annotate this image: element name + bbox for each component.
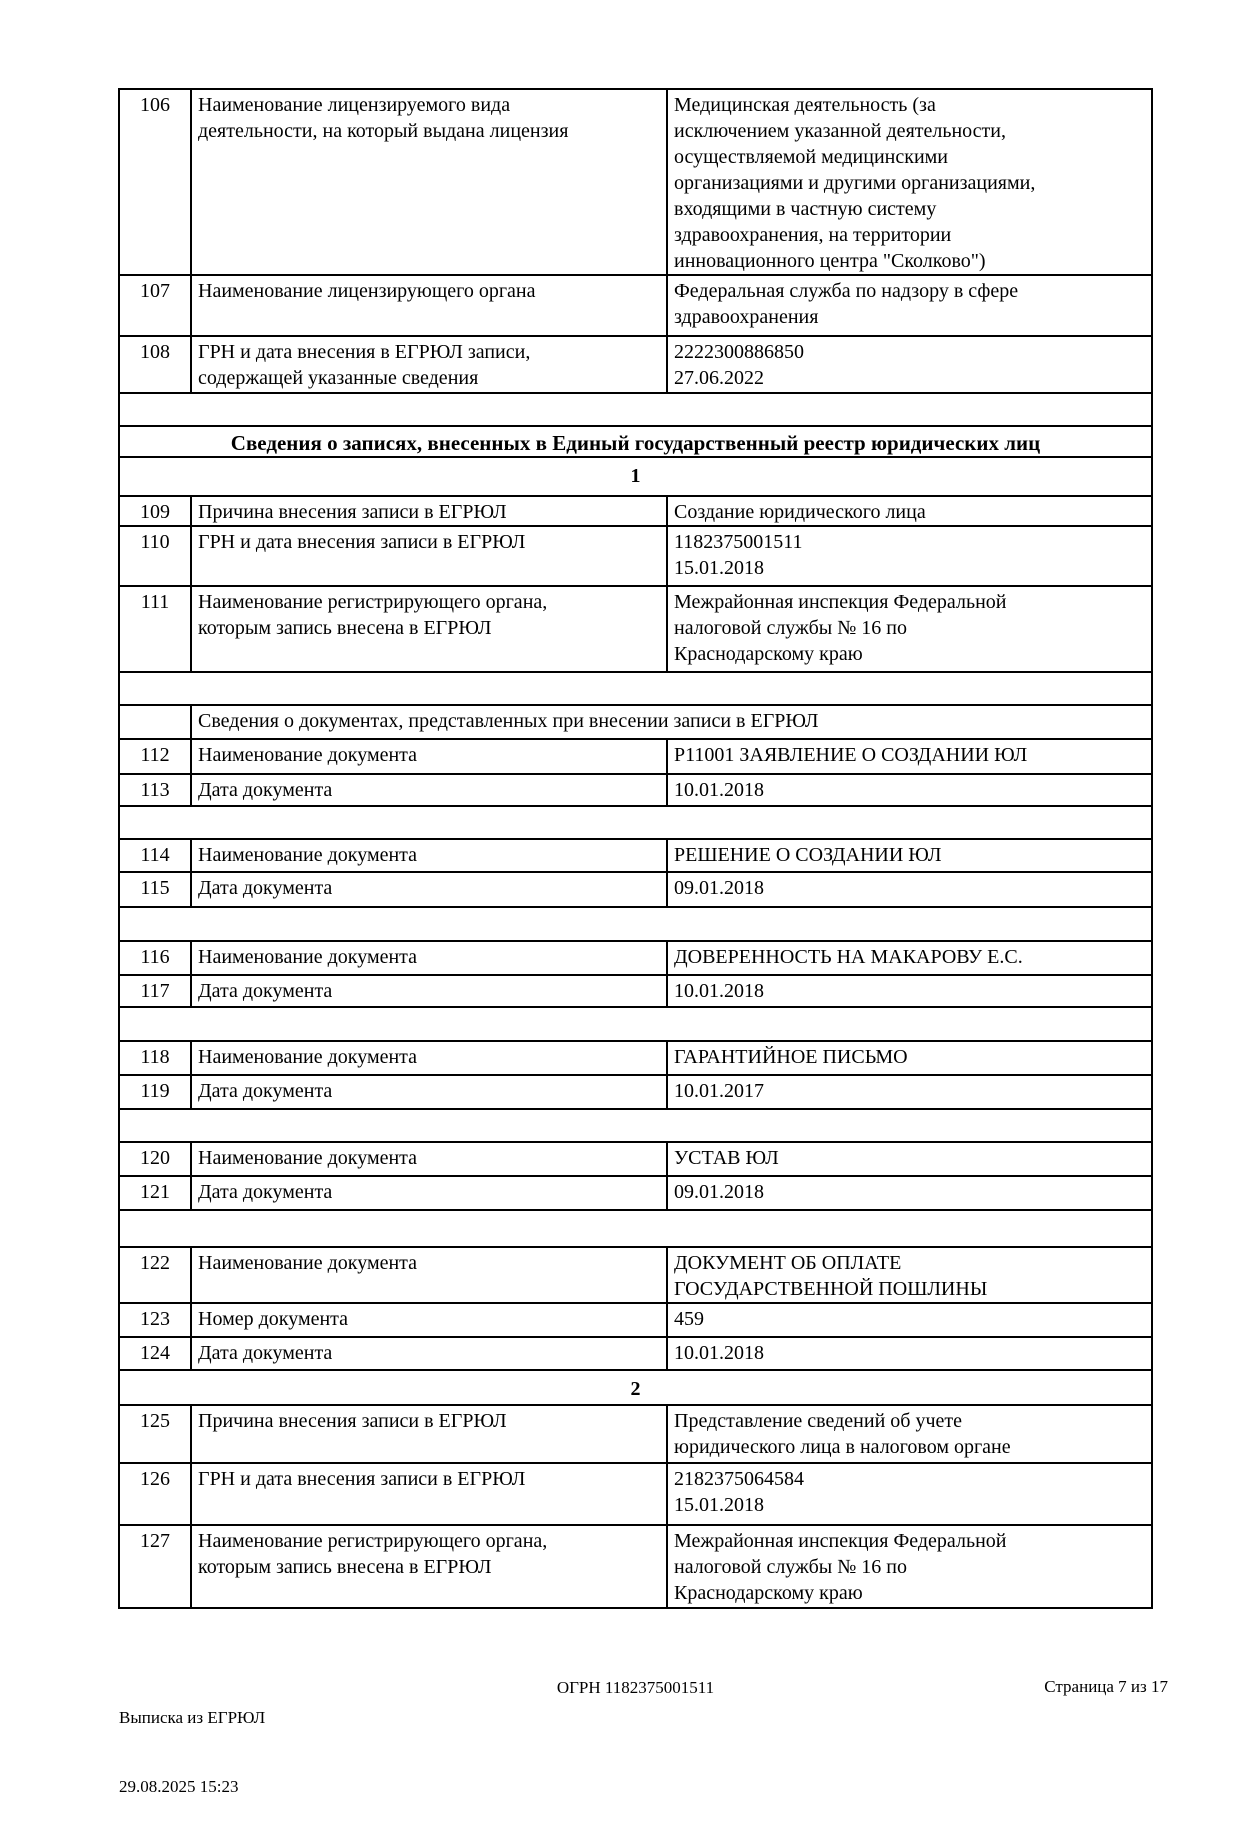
row-label: Дата документа [191,1075,667,1109]
row-value: Представление сведений об учете юридического лица в налоговом органе [667,1405,1152,1463]
row-number: 124 [119,1337,191,1370]
row-label: Наименование регистрирующего органа, которым запись внесена в ЕГРЮЛ [191,1525,667,1608]
row-number: 106 [119,89,191,275]
spacer-row [119,806,1152,839]
row-label: Дата документа [191,975,667,1007]
group-number: 2 [119,1370,1152,1405]
row-value: Межрайонная инспекция Федеральной налоговой службы № 16 по Краснодарскому краю [667,586,1152,672]
row-value: 2182375064584 15.01.2018 [667,1463,1152,1525]
row-label: Наименование документа [191,1142,667,1176]
table-row [119,1303,1152,1337]
spacer-row [119,1109,1152,1142]
row-label: Причина внесения записи в ЕГРЮЛ [191,1405,667,1463]
row-label: ГРН и дата внесения записи в ЕГРЮЛ [191,1463,667,1525]
row-value: Медицинская деятельность (за исключением указанной деятельности, осуществляемой медицинскими организациями и другими организациями, входящими в частную систему здравоохранения, на территории инновационного центра "Сколково") [667,89,1152,275]
row-value: РЕШЕНИЕ О СОЗДАНИИ ЮЛ [667,839,1152,872]
row-number: 109 [119,496,191,526]
empty-number-cell [119,705,191,739]
table-row [119,526,1152,586]
table-row [119,1337,1152,1370]
table-row [119,336,1152,393]
row-number: 126 [119,1463,191,1525]
row-value: Межрайонная инспекция Федеральной налоговой службы № 16 по Краснодарскому краю [667,1525,1152,1608]
row-value: УСТАВ ЮЛ [667,1142,1152,1176]
row-value: 10.01.2018 [667,774,1152,806]
footer-ogrn: ОГРН 1182375001511 [556,1678,715,1697]
row-label: Наименование лицензируемого вида деятельности, на который выдана лицензия [191,89,667,275]
footer-doc-title: Выписка из ЕГРЮЛ [119,1708,266,1727]
row-label: Наименование документа [191,839,667,872]
row-number: 108 [119,336,191,393]
row-number: 117 [119,975,191,1007]
spacer-row [119,907,1152,941]
table-row [119,1075,1152,1109]
row-label: Дата документа [191,872,667,907]
row-label: Наименование документа [191,941,667,975]
table-row [119,739,1152,774]
spacer-row [119,393,1152,426]
row-value: 1182375001511 15.01.2018 [667,526,1152,586]
row-number: 114 [119,839,191,872]
table-row [119,1041,1152,1075]
row-number: 121 [119,1176,191,1210]
footer-page-number: Страница 7 из 17 [1044,1677,1168,1696]
row-label: Наименование документа [191,1041,667,1075]
row-value: 09.01.2018 [667,1176,1152,1210]
row-number: 127 [119,1525,191,1608]
row-label: ГРН и дата внесения записи в ЕГРЮЛ [191,526,667,586]
row-label: Дата документа [191,1176,667,1210]
row-label: Наименование документа [191,1247,667,1303]
row-value: Создание юридического лица [667,496,1152,526]
row-number: 110 [119,526,191,586]
row-number: 115 [119,872,191,907]
spacer-row [119,672,1152,705]
table-row [119,872,1152,907]
row-number: 118 [119,1041,191,1075]
table-row [119,1405,1152,1463]
row-value: ДОВЕРЕННОСТЬ НА МАКАРОВУ Е.С. [667,941,1152,975]
table-row [119,1463,1152,1525]
spacer-cell [119,393,1152,426]
row-value: ДОКУМЕНТ ОБ ОПЛАТЕ ГОСУДАРСТВЕННОЙ ПОШЛИНЫ [667,1247,1152,1303]
row-label: ГРН и дата внесения в ЕГРЮЛ записи, содержащей указанные сведения [191,336,667,393]
spacer-row [119,1007,1152,1041]
table-row [119,774,1152,806]
table-row [119,1247,1152,1303]
spacer-cell [119,806,1152,839]
row-number: 120 [119,1142,191,1176]
row-label: Причина внесения записи в ЕГРЮЛ [191,496,667,526]
group-number-row [119,457,1152,496]
row-value: 10.01.2017 [667,1075,1152,1109]
spacer-row [119,1210,1152,1247]
row-value: 10.01.2018 [667,975,1152,1007]
group-number-row [119,1370,1152,1405]
table-row [119,496,1152,526]
row-label: Наименование документа [191,739,667,774]
row-label: Номер документа [191,1303,667,1337]
table-row [119,1525,1152,1608]
spacer-cell [119,907,1152,941]
table-row [119,89,1152,275]
egrul-records-table [118,88,1153,1609]
row-value: ГАРАНТИЙНОЕ ПИСЬМО [667,1041,1152,1075]
spacer-cell [119,672,1152,705]
row-value: Р11001 ЗАЯВЛЕНИЕ О СОЗДАНИИ ЮЛ [667,739,1152,774]
row-number: 125 [119,1405,191,1463]
row-value: 10.01.2018 [667,1337,1152,1370]
row-number: 112 [119,739,191,774]
section-header-row [119,426,1152,457]
row-number: 122 [119,1247,191,1303]
table-row [119,941,1152,975]
row-number: 123 [119,1303,191,1337]
row-number: 119 [119,1075,191,1109]
spacer-cell [119,1210,1152,1247]
table-row [119,1142,1152,1176]
table-row [119,1176,1152,1210]
spacer-cell [119,1007,1152,1041]
footer-datetime: 29.08.2025 15:23 [119,1777,239,1796]
section-header: Сведения о записях, внесенных в Единый государственный реестр юридических лиц [119,426,1152,457]
row-label: Дата документа [191,774,667,806]
row-value: Федеральная служба по надзору в сфере здравоохранения [667,275,1152,336]
row-value: 2222300886850 27.06.2022 [667,336,1152,393]
table-row [119,275,1152,336]
subheader: Сведения о документах, представленных при внесении записи в ЕГРЮЛ [191,705,1152,739]
row-value: 459 [667,1303,1152,1337]
row-number: 107 [119,275,191,336]
row-label: Дата документа [191,1337,667,1370]
row-label: Наименование лицензирующего органа [191,275,667,336]
row-value: 09.01.2018 [667,872,1152,907]
row-number: 113 [119,774,191,806]
table-row [119,975,1152,1007]
group-number: 1 [119,457,1152,496]
table-row [119,586,1152,672]
subheader-row [119,705,1152,739]
row-label: Наименование регистрирующего органа, которым запись внесена в ЕГРЮЛ [191,586,667,672]
table-row [119,839,1152,872]
row-number: 111 [119,586,191,672]
row-number: 116 [119,941,191,975]
spacer-cell [119,1109,1152,1142]
